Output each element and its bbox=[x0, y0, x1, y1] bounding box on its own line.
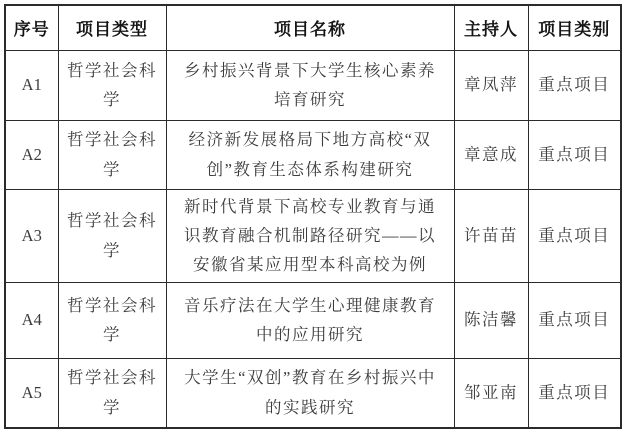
column-header-serial: 序号 bbox=[5, 5, 58, 50]
cell-leader: 章凤萍 bbox=[454, 50, 528, 120]
cell-id: A2 bbox=[5, 120, 58, 189]
cell-category: 重点项目 bbox=[528, 50, 621, 120]
cell-category: 重点项目 bbox=[528, 282, 621, 358]
cell-type: 哲学社会科学 bbox=[58, 189, 166, 282]
cell-category: 重点项目 bbox=[528, 120, 621, 189]
table-row bbox=[5, 120, 621, 189]
cell-id: A4 bbox=[5, 282, 58, 358]
cell-type: 哲学社会科学 bbox=[58, 282, 166, 358]
project-table bbox=[4, 4, 622, 429]
column-header-project-name: 项目名称 bbox=[166, 5, 454, 50]
cell-name: 经济新发展格局下地方高校“双创”教育生态体系构建研究 bbox=[166, 120, 454, 189]
cell-leader: 邹亚南 bbox=[454, 358, 528, 428]
cell-leader: 章意成 bbox=[454, 120, 528, 189]
cell-category: 重点项目 bbox=[528, 189, 621, 282]
table-row bbox=[5, 358, 621, 428]
cell-name: 大学生“双创”教育在乡村振兴中的实践研究 bbox=[166, 358, 454, 428]
cell-name: 乡村振兴背景下大学生核心素养培育研究 bbox=[166, 50, 454, 120]
table-row bbox=[5, 189, 621, 282]
column-header-leader: 主持人 bbox=[454, 5, 528, 50]
table-row bbox=[5, 282, 621, 358]
cell-leader: 许苗苗 bbox=[454, 189, 528, 282]
column-header-project-type: 项目类型 bbox=[58, 5, 166, 50]
cell-type: 哲学社会科学 bbox=[58, 50, 166, 120]
cell-category: 重点项目 bbox=[528, 358, 621, 428]
header-row bbox=[5, 5, 621, 50]
cell-name: 新时代背景下高校专业教育与通识教育融合机制路径研究——以安徽省某应用型本科高校为例 bbox=[166, 189, 454, 282]
cell-type: 哲学社会科学 bbox=[58, 358, 166, 428]
cell-id: A1 bbox=[5, 50, 58, 120]
cell-name: 音乐疗法在大学生心理健康教育中的应用研究 bbox=[166, 282, 454, 358]
cell-type: 哲学社会科学 bbox=[58, 120, 166, 189]
table-row bbox=[5, 50, 621, 120]
cell-id: A5 bbox=[5, 358, 58, 428]
cell-leader: 陈洁馨 bbox=[454, 282, 528, 358]
column-header-project-category: 项目类别 bbox=[528, 5, 621, 50]
table-body bbox=[5, 50, 621, 428]
cell-id: A3 bbox=[5, 189, 58, 282]
